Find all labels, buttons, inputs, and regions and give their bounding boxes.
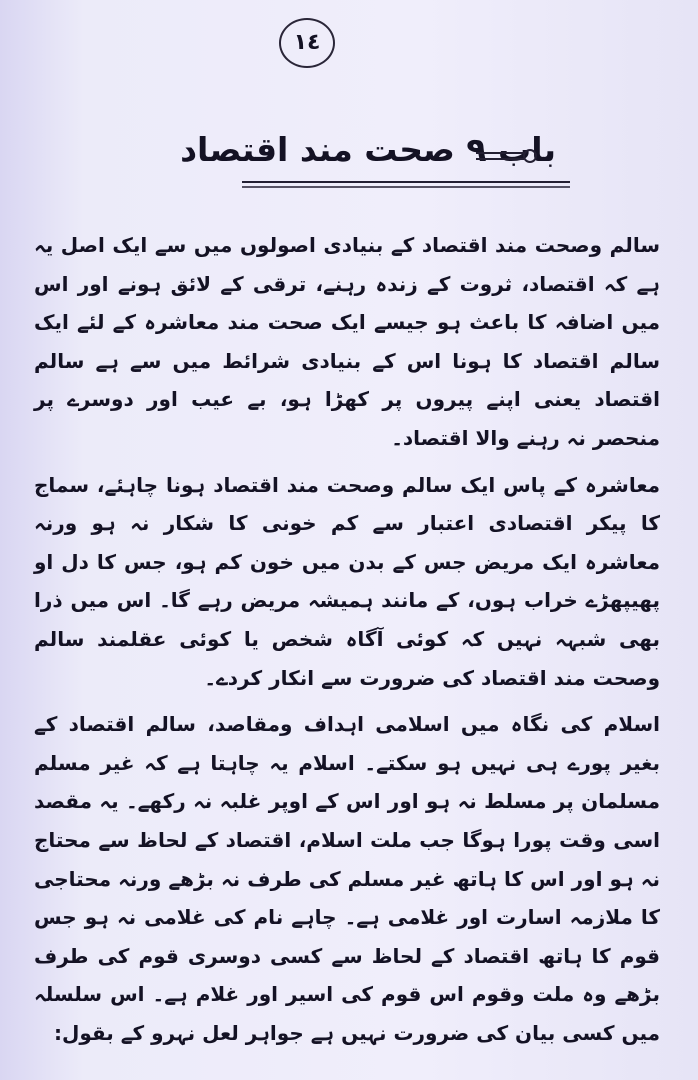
paragraph-1: سالم وصحت مند اقتصاد کے بنیادی اصولوں میں سے ایک اصل یہ ہے کہ اقتصاد، ثروت کے زندہ رہنے، ترقی کے لائق ہونے اور اس میں اضافہ کا باعث ہو جیسے ایک صحت مند معاشرہ کے لئے ایک سالم اقتصاد کا ہونا اس کے بنیادی شرائط میں سے ہے سالم اقتصاد یعنی اپنے پیروں پر کھڑا ہو، بے عیب اور دوسرے پر منحصر نہ رہنے والا اقتصاد۔ <box>34 233 660 450</box>
paragraph-3: اسلام کی نگاہ میں اسلامی اہداف ومقاصد، سالم اقتصاد کے بغیر پورے ہی نہیں ہو سکتے۔ اسلام یہ چاہتا ہے کہ غیر مسلم مسلمان پر مسلط نہ ہو اور اس کے اوپر غلبہ نہ رکھے۔ یہ مقصد اسی وقت پورا ہوگا جب ملت اسلام، اقتصاد کے لحاظ سے محتاج نہ ہو اور اس کا ہاتھ غیر مسلم کی طرف نہ بڑھے ورنہ محتاجی کا ملازمہ اسارت اور غلامی ہے۔ چاہے نام کی غلامی نہ ہو جس قوم کا ہاتھ اقتصاد کے لحاظ سے کسی دوسری قوم کی طرف بڑھے وہ ملت وقوم اس قوم کی اسیر اور غلام ہے۔ اس سلسلہ میں کسی بیان کی ضرورت نہیں ہے جواہر لعل نہرو کے بقول: <box>34 712 660 1045</box>
page-number: ١٤ <box>279 18 335 68</box>
paragraph-2: معاشرہ کے پاس ایک سالم وصحت مند اقتصاد ہونا چاہئے، سماج کا پیکر اقتصادی اعتبار سے کم خونی کا شکار نہ ہو ورنہ معاشرہ ایک مریض جس کے بدن میں خون کم ہو، جس کا دل او پھیپھڑے خراب ہوں، کے مانند ہمیشہ مریض رہے گا۔ اس میں ذرا بھی شبہہ نہیں کہ کوئی آگاہ شخص یا کوئی عقلمند سالم وصحت مند اقتصاد کی ضرورت سے انکار کردے۔ <box>34 472 660 690</box>
chapter-heading: باب ۹ صحت مند اقتصاد <box>180 130 556 169</box>
chapter-heading-block <box>180 126 570 196</box>
heading-underline-ornament <box>240 126 570 196</box>
body-text <box>34 226 660 1052</box>
